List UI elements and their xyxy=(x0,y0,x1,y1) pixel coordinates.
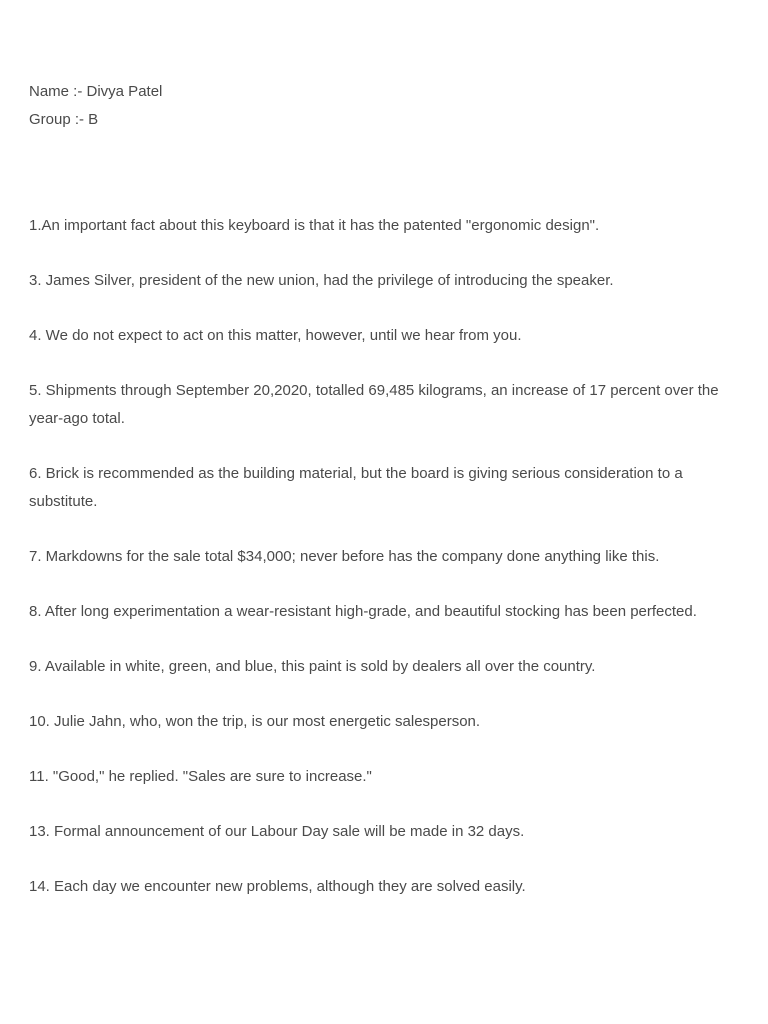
student-info xyxy=(29,78,162,134)
sentence-item: 8. After long experimentation a wear-resistant high-grade, and beautiful stocking has been perfected. xyxy=(29,603,697,620)
sentence-item: 5. Shipments through September 20,2020, totalled 69,485 kilograms, an increase of 17 percent over the year-ago total. xyxy=(29,382,719,427)
sentence-item: 10. Julie Jahn, who, won the trip, is our most energetic salesperson. xyxy=(29,713,481,730)
sentence-item: 7. Markdowns for the sale total $34,000; never before has the company done anything like this. xyxy=(29,548,660,565)
sentence-item: 6. Brick is recommended as the building material, but the board is giving serious consideration to a substitute. xyxy=(29,465,683,510)
sentence-item: 14. Each day we encounter new problems, although they are solved easily. xyxy=(29,878,526,895)
sentence-item: 4. We do not expect to act on this matter, however, until we hear from you. xyxy=(29,327,522,344)
sentence-item: 9. Available in white, green, and blue, this paint is sold by dealers all over the country. xyxy=(29,658,596,675)
sentence-item: 13. Formal announcement of our Labour Day sale will be made in 32 days. xyxy=(29,823,525,840)
sentence-item: 1.An important fact about this keyboard is that it has the patented "ergonomic design". xyxy=(29,217,600,234)
sentence-list xyxy=(29,212,739,928)
sentence-item: 3. James Silver, president of the new union, had the privilege of introducing the speaker. xyxy=(29,272,614,289)
sentence-item: 11. "Good," he replied. "Sales are sure to increase." xyxy=(29,768,372,785)
name-line: Name :- Divya Patel xyxy=(29,83,163,100)
group-line: Group :- B xyxy=(29,111,99,128)
